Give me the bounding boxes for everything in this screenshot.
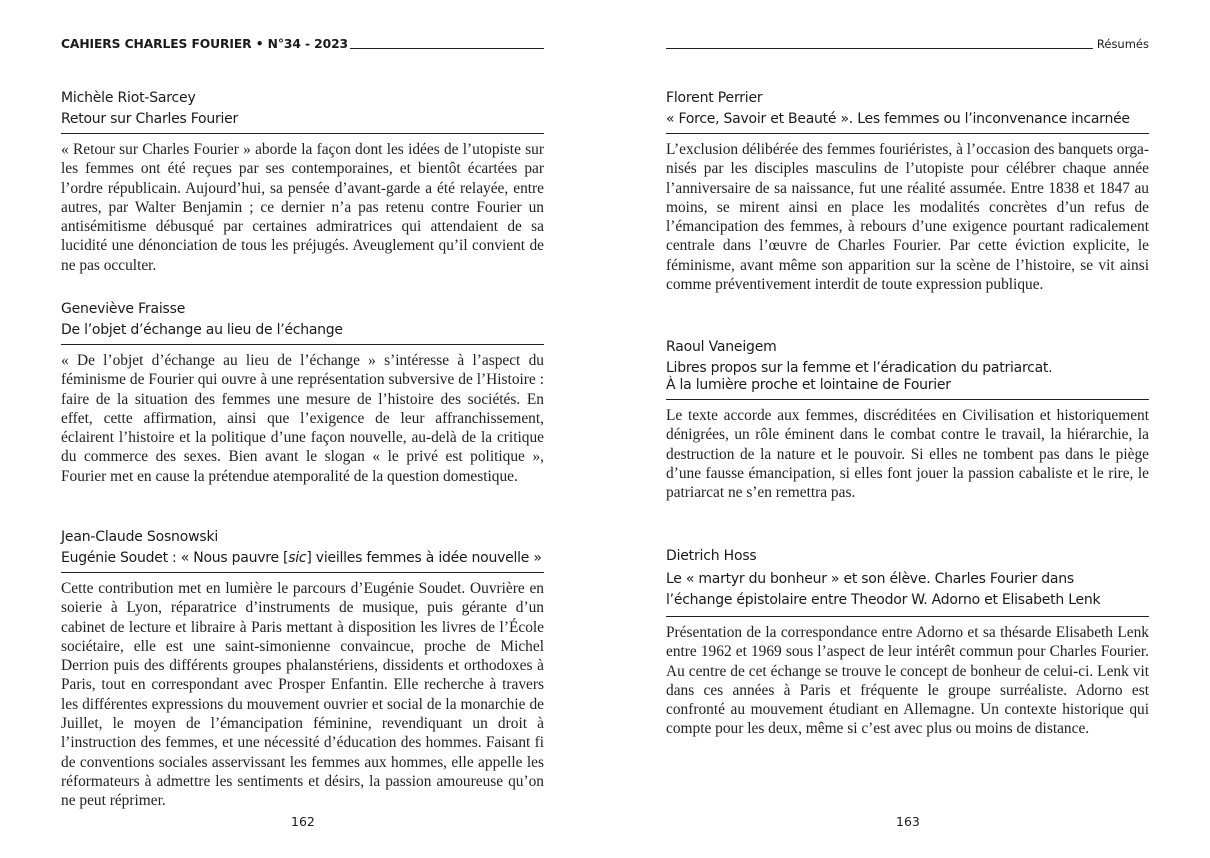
section-title: Résumés <box>1096 37 1149 51</box>
article-title: « Force, Savoir et Beauté ». Les femmes ou l’inconvenance incarnée <box>666 111 1149 134</box>
right-page <box>666 0 1149 858</box>
title-part: ] vieilles femmes à idée nouvelle » <box>306 550 542 566</box>
running-head-right <box>666 37 1149 51</box>
header-rule <box>350 48 544 49</box>
article-author: Raoul Vaneigem <box>666 339 777 355</box>
page-number: 162 <box>291 814 315 829</box>
journal-title: CAHIERS CHARLES FOURIER • N°34 - 2023 <box>61 37 349 51</box>
article-riot-sarcey <box>61 88 544 275</box>
article-abstract: L’exclusion délibérée des femmes fouriéristes, à l’occasion des banquets organisés par les disciples masculins de l’utopiste pour célébrer chaque année l’anniversaire de sa naissance, fut une réalité assumée. Entre 1838 et 1847 au moins, se mirent ainsi en place les modalités concrètes d’un refus de l’émancipation des femmes, à rebours d’une exigence pourtant radicalement centrale dans l’œuvre de Charles Fourier. Par cette éviction explicite, le féminisme, avant même son apparition sur la scène de l’histoire, se vit ainsi comme préventivement interdit de toute expression publique. <box>666 141 1149 294</box>
article-title: Retour sur Charles Fourier <box>61 111 544 134</box>
article-author: Michèle Riot-Sarcey <box>61 90 196 106</box>
article-author: Florent Perrier <box>666 90 763 106</box>
article-abstract: « Retour sur Charles Fourier » aborde la façon dont les idées de l’utopiste sur les femmes ont été reçues par ses contemporaines, et bientôt écartées par l’ordre républicain. Aujourd’hui, sa pensée d’avant-garde a été relayée, entre autres, par Walter Benjamin ; ce dernier n’a pas retenu contre Fourier un antisémitisme débusqué par certaines admiratrices qui attendaient de sa lucidité une dénonciation de tous les préjugés. Aveuglement qu’il convient de ne pas occulter. <box>61 141 544 274</box>
article-vaneigem <box>666 337 1149 502</box>
article-perrier <box>666 88 1149 294</box>
article-sosnowski <box>61 527 544 811</box>
article-title <box>666 569 1149 617</box>
article-title <box>61 550 544 573</box>
article-abstract: Le texte accorde aux femmes, discréditées en Civilisation et historiquement dénigrées, un rôle éminent dans le combat contre le travail, la hiérarchie, la destruction de la nature et le pouvoir. Si elles ne tombent pas dans le piège d’une fausse émancipation, si elles font jouer la passion cabaliste et le rire, le patriarcat ne s’en remettra pas. <box>666 407 1149 502</box>
running-head-left <box>61 37 544 51</box>
title-line: Libres propos sur la femme et l’éradication du patriarcat. <box>666 360 1053 376</box>
article-author: Jean-Claude Sosnowski <box>61 529 219 545</box>
page-number: 163 <box>896 814 920 829</box>
article-title <box>666 360 1149 400</box>
article-fraisse <box>61 299 544 486</box>
article-abstract: Cette contribution met en lumière le parcours d’Eugénie Soudet. Ouvrière en soierie à Lyon, réparatrice d’instruments de musique, puis gérante d’un cabinet de lecture et libraire à Paris mettant à disposition les livres de l’École sociétaire, elle est une saint-simonienne convaincue, proche de Michel Derrion puis des différents groupes phalanstériens, dissidents et orthodoxes à Paris, tout en correspondant avec Prosper Enfantin. Elle recherche à travers les différentes expressions du mouvement ouvrier et social de la monarchie de Juillet, le moyen de l’émancipation féminine, revendiquant un droit à l’instruction des femmes, et une nécessité d’éducation des hommes. Faisant fi de conventions sociales asservissant les femmes aux hommes, elle appelle les réformateurs à admettre les sentiments et désirs, la passion amoureuse qu’on ne peut réprimer. <box>61 580 544 810</box>
article-abstract: « De l’objet d’échange au lieu de l’échange » s’intéresse à l’aspect du féminisme de Fourier qui ouvre à une représentation subversive de l’Histoire : faire de la situation des femmes une mesure de l’histoire des sociétés. En effet, cette affirmation, ainsi que l’exigence de leur affranchissement, éclairent l’histoire et la politique d’une façon nouvelle, au-delà de la critique du commerce des sexes. Bien avant le slogan « le privé est politique », Fourier met en cause la prétendue atemporalité de la question domestique. <box>61 352 544 485</box>
article-author: Dietrich Hoss <box>666 548 757 564</box>
title-line: À la lumière proche et lointaine de Fourier <box>666 377 951 393</box>
article-title: De l’objet d’échange au lieu de l’échange <box>61 322 544 345</box>
title-line: Le « martyr du bonheur » et son élève. Charles Fourier dans <box>666 571 1074 587</box>
article-author: Geneviève Fraisse <box>61 301 186 317</box>
article-abstract: Présentation de la correspondance entre Adorno et sa thésarde Elisabeth Lenk entre 1962 et 1969 sous l’aspect de leur intérêt commun pour Charles Fourier. Au centre de cet échange se trouve le concept de bonheur de celui-ci. Lenk vit dans ces années à Paris et fréquente le groupe surréaliste. Adorno est confronté au mouvement étudiant en Allemagne. Un contexte historique qui compte pour les deux, même si c’est avec plus ou moins de distance. <box>666 624 1149 738</box>
title-italic-sic: sic <box>288 550 307 566</box>
title-part: Eugénie Soudet : « Nous pauvre [ <box>61 550 289 566</box>
article-hoss <box>666 546 1149 739</box>
left-page <box>61 0 544 858</box>
header-rule <box>666 48 1093 49</box>
title-line: l’échange épistolaire entre Theodor W. Adorno et Elisabeth Lenk <box>666 592 1101 608</box>
